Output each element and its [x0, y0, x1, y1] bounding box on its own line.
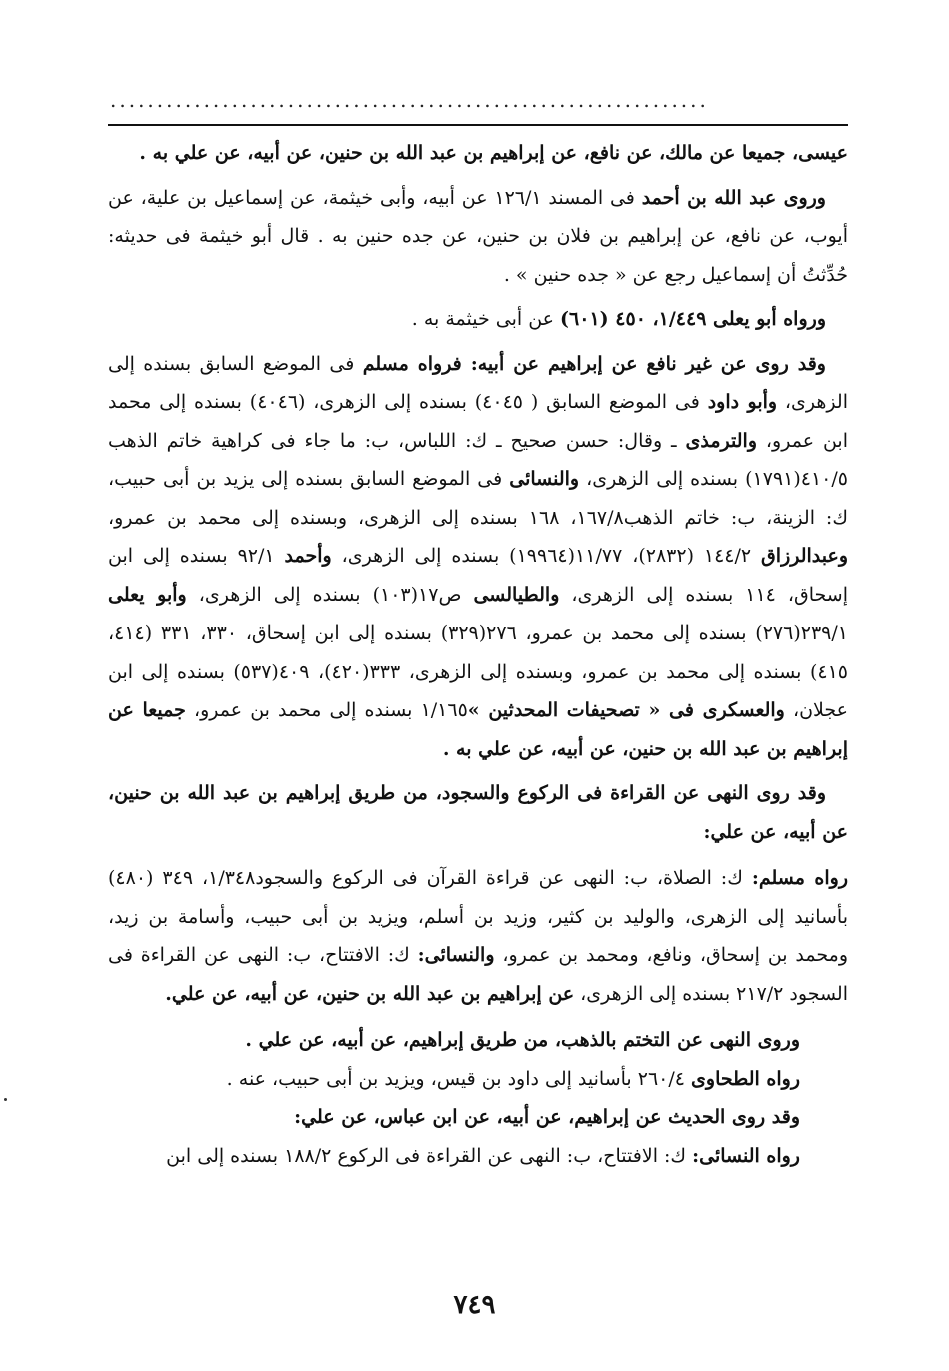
- paragraph-6: [108, 859, 848, 1013]
- paragraph-3: [108, 300, 848, 339]
- p10-text: ك: الافتتاح، ب: النهى عن القراءة فى الركوع ١٨٨/٢ بسنده إلى ابن: [166, 1144, 693, 1167]
- p6-text-d: ك: الافتتاح، ب: النهى عن القراءة فى السجود ٢١٧/٢ بسنده إلى الزهرى،: [108, 944, 848, 1005]
- p6-bold-a: رواه مسلم:: [751, 867, 848, 889]
- p4-bold-g: والنسائى: [509, 468, 580, 490]
- paragraph-10: [108, 1137, 800, 1176]
- p10-bold: رواه النسائى:: [692, 1144, 800, 1167]
- p4-text-h: فى الموضع السابق بسنده إلى يزيد بن أبى حبيب، ك: الزينة، ب: خاتم الذهب١٦٧/٨، ١٦٨ بسنده إلى الزهرى، وبسنده إلى محمد بن عمرو،: [108, 468, 848, 529]
- p4-bold-m: والطيالسى: [473, 583, 560, 606]
- p4-bold-k: وأحمد: [284, 545, 332, 567]
- p7-bold: وروى النهى عن التختم بالذهب، من طريق إبراهيم، عن أبيه، عن علي .: [245, 1029, 800, 1051]
- p6-bold-c: والنسائى:: [417, 944, 495, 966]
- p4-bold-q: والعسكرى فى « تصحيفات المحدثين »: [467, 699, 785, 721]
- p4-text-b: فى الموضع السابق بسنده إلى الزهرى،: [108, 352, 848, 413]
- p2-bold: وروى عبد الله بن أحمد: [641, 186, 826, 209]
- p9-bold: وقد روى الحديث عن إبراهيم، عن أبيه، عن ابن عباس، عن علي:: [294, 1106, 800, 1128]
- paragraph-9: [108, 1098, 800, 1137]
- p4-bold-o: وأبو يعلى: [108, 583, 187, 606]
- p3-text: عن أبى خيثمة به .: [411, 308, 561, 330]
- p4-text-r: ١/١٦٥ بسنده إلى محمد بن عمرو،: [185, 699, 468, 721]
- header-dotted-line: ................................................................: [110, 88, 709, 108]
- page-body: [108, 134, 848, 1175]
- p8-bold: رواه الطحاوى: [691, 1067, 800, 1090]
- page-number: ٧٤٩: [453, 1290, 496, 1320]
- header-rule: [108, 124, 848, 126]
- p1-text: عيسى، جميعا عن مالك، عن نافع، عن إبراهيم بن عبد الله بن حنين، عن أبيه، عن علي به .: [139, 142, 848, 164]
- p6-bold-e: عن إبراهيم بن عبد الله بن حنين، عن أبيه، عن علي.: [165, 982, 575, 1005]
- p6-text-b: ك: الصلاة، ب: النهى عن قراءة القرآن فى الركوع والسجود١/٣٤٨، ٣٤٩ (٤٨٠) بأسانيد إلى الزهرى، والوليد بن كثير، وزيد بن أسلم، ويزيد بن أبى حبيب، وأسامة بن زيد، ومحمد بن إسحاق، ونافع، ومحمد بن عمرو،: [108, 867, 848, 966]
- paragraph-1: [108, 134, 848, 173]
- p8-text: ٢٦٠/٤ بأسانيد إلى داود بن قيس، ويزيد بن أبى حبيب، عنه .: [226, 1067, 692, 1090]
- p4-text-d: فى الموضع السابق ( ٤٠٤٥) بسنده إلى الزهرى، (٤٠٤٦) بسنده إلى محمد ابن عمرو،: [108, 391, 848, 452]
- p4-text-l: ٩٢/١ بسنده إلى ابن إسحاق، ١١٤ بسنده إلى الزهرى،: [108, 545, 848, 606]
- paragraph-7: [108, 1021, 800, 1060]
- paragraph-8: [108, 1060, 800, 1099]
- p4-bold-a: وقد روى عن غير نافع عن إبراهيم عن أبيه: فرواه مسلم: [362, 352, 826, 375]
- p4-text-n: ص١٧(١٠٣) بسنده إلى الزهرى،: [186, 583, 474, 606]
- p4-bold-c: وأبو داود: [707, 391, 778, 413]
- paragraph-4: [108, 345, 848, 769]
- p4-bold-i: وعبدالرزاق: [761, 545, 849, 567]
- p4-text-j: ١٤٤/٢ (٢٨٣٢)، ١١/٧٧(١٩٩٦٤) بسنده إلى الزهرى،: [331, 545, 762, 567]
- paragraph-2: [108, 179, 848, 295]
- p5-bold: وقد روى النهى عن القراءة فى الركوع والسجود، من طريق إبراهيم بن عبد الله بن حنين، عن أبيه، عن علي:: [108, 782, 848, 843]
- margin-speck: [4, 1098, 7, 1101]
- p2-text: فى المسند ١٢٦/١ عن أبيه، وأبى خيثمة، عن إسماعيل بن علية، عن أيوب، عن نافع، عن إبراهيم بن فلان بن حنين، عن جده حنين به . قال أبو خيثمة فى حديثه: حُدِّثتُ أن إسماعيل رجع عن « جده حنين » .: [108, 186, 848, 286]
- p3-bold: ورواه أبو يعلى ١/٤٤٩، ٤٥٠ (٦٠١): [560, 308, 826, 330]
- p4-bold-s: جميعا عن إبراهيم بن عبد الله بن حنين، عن أبيه، عن علي به .: [108, 699, 848, 760]
- p4-text-p: ٢٣٩/١(٢٧٦) بسنده إلى محمد بن عمرو، ٢٧٦(٣٢٩) بسنده إلى ابن إسحاق، ٣٣٠، ٣٣١ (٤١٤، ٤١٥) بسنده إلى محمد بن عمرو، وبسنده إلى الزهرى، ٣٣٣(٤٢٠)، ٤٠٩(٥٣٧) بسنده إلى ابن عجلان،: [108, 622, 848, 721]
- p4-text-f: ـ وقال: حسن صحيح ـ ك: اللباس، ب: ما جاء فى كراهية خاتم الذهب ٤١٠/٥(١٧٩١) بسنده إلى الزهرى،: [108, 429, 848, 490]
- p4-bold-e: والترمذى: [685, 429, 758, 452]
- paragraph-5: [108, 774, 848, 851]
